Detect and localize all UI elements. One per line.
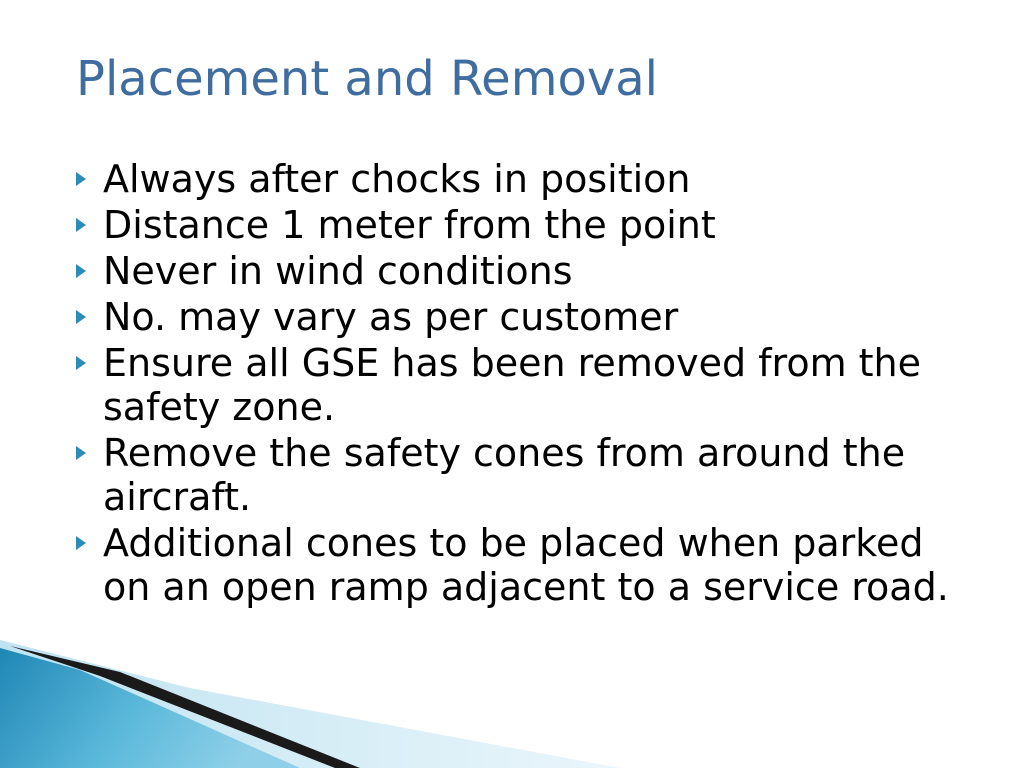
triangle-right-icon (76, 536, 86, 550)
bullet-item (76, 431, 976, 519)
triangle-right-icon (76, 446, 86, 460)
bullet-text: Distance 1 meter from the point (103, 203, 716, 247)
triangle-right-icon (76, 310, 86, 324)
bullet-text: Ensure all GSE has been removed from the safety zone. (103, 341, 922, 429)
bullet-text: Always after chocks in position (103, 157, 691, 201)
triangle-right-icon (76, 264, 86, 278)
bullet-item (76, 341, 976, 429)
bullet-item (76, 157, 976, 201)
bullet-text: No. may vary as per customer (103, 295, 679, 339)
bullet-item (76, 203, 976, 247)
bullet-list (76, 157, 976, 611)
bullet-text: Additional cones to be placed when parked on an open ramp adjacent to a service road. (103, 521, 949, 609)
bullet-item (76, 521, 976, 609)
bullet-item (76, 249, 976, 293)
triangle-right-icon (76, 218, 86, 232)
triangle-right-icon (76, 356, 86, 370)
slide-title: Placement and Removal (76, 51, 658, 107)
bullet-item (76, 295, 976, 339)
bullet-text: Remove the safety cones from around the aircraft. (103, 431, 906, 519)
bullet-text: Never in wind conditions (103, 249, 573, 293)
triangle-right-icon (76, 172, 86, 186)
